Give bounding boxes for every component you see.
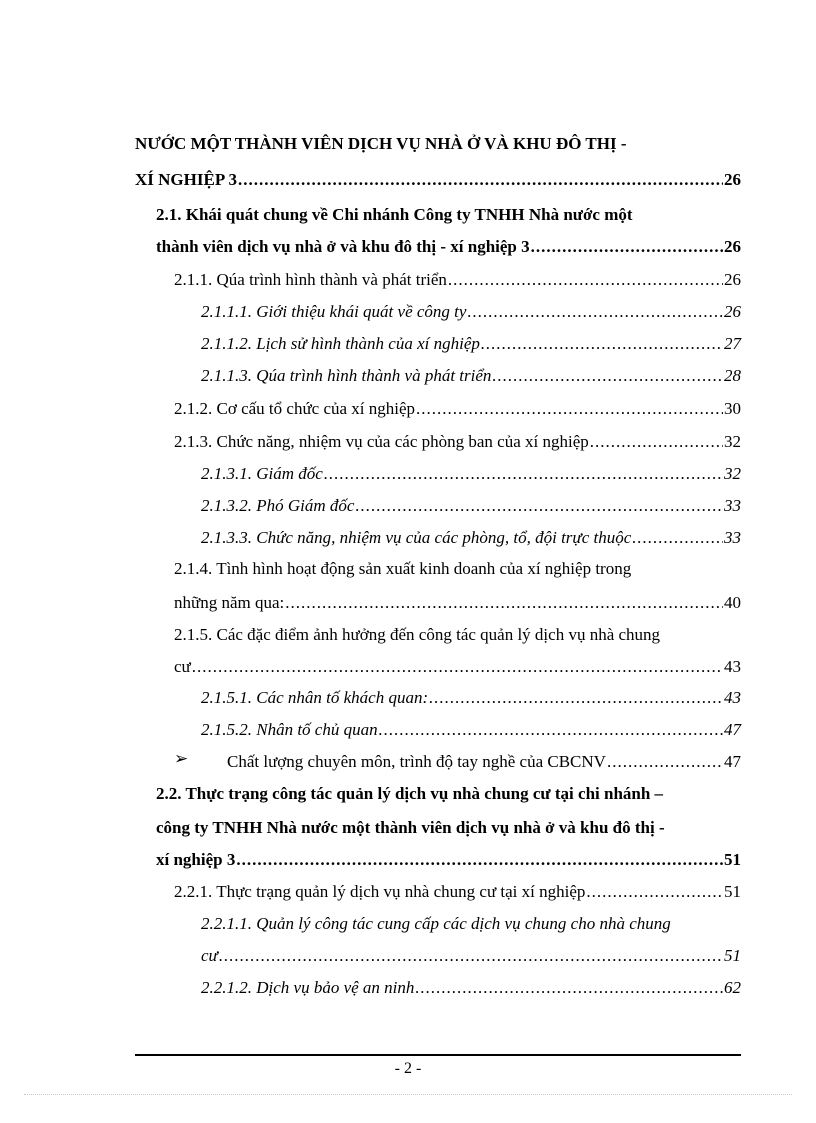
page-ref: 33 [724, 528, 741, 547]
dot-leader [586, 881, 723, 903]
page-ref: 32 [724, 464, 741, 483]
dot-leader [429, 687, 723, 709]
toc-chapter-continuation-line1: NƯỚC MỘT THÀNH VIÊN DỊCH VỤ NHÀ Ở VÀ KHU ĐÔ THỊ - [135, 134, 627, 153]
dot-leader [324, 463, 723, 485]
toc-entry-2-1-3[interactable]: 2.1.3. Chức năng, nhiệm vụ của các phòng ban của xí nghiệp ..... 32 [174, 431, 741, 453]
toc-entry-2-2-1-2[interactable]: 2.2.1.2. Dịch vụ bảo vệ an ninh ..... 62 [201, 977, 741, 999]
page-ref: 27 [724, 334, 741, 353]
page-ref: 40 [724, 593, 741, 612]
toc-entry-2-1-5-line1: 2.1.5. Các đặc điểm ảnh hưởng đến công tác quản lý dịch vụ nhà chung [174, 625, 661, 644]
dot-leader [467, 301, 723, 323]
toc-chapter-continuation-line2[interactable]: XÍ NGHIỆP 3 ..... 26 [135, 169, 741, 191]
toc-entry-2-1-4-line1: 2.1.4. Tình hình hoạt động sản xuất kinh doanh của xí nghiệp trong [174, 559, 632, 578]
dot-leader [590, 431, 723, 453]
dot-leader [632, 527, 723, 549]
toc-entry-bullet[interactable]: Chất lượng chuyên môn, trình độ tay nghề của CBCNV ..... 47 [227, 751, 741, 773]
toc-entry-2-2-1-1-line1: 2.2.1.1. Quản lý công tác cung cấp các dịch vụ chung cho nhà chung [201, 914, 671, 933]
dot-leader [415, 977, 723, 999]
toc-entry-2-1-1-3[interactable]: 2.1.1.3. Qúa trình hình thành và phát triển ..... 28 [201, 365, 741, 387]
toc-entry-2-1-line2[interactable]: thành viên dịch vụ nhà ở và khu đô thị - xí nghiệp 3 ..... 26 [156, 236, 741, 258]
dot-leader [285, 592, 723, 614]
page-ref: 47 [724, 720, 741, 739]
page-ref: 32 [724, 432, 741, 451]
footer-divider [135, 1054, 741, 1056]
dot-leader [379, 719, 723, 741]
page-number: - 2 - [394, 1060, 422, 1077]
dot-leader [219, 945, 723, 967]
page-ref: 26 [724, 270, 741, 289]
toc-entry-2-1-line1: 2.1. Khái quát chung về Chi nhánh Công ty TNHH Nhà nước một [156, 205, 633, 224]
toc-entry-2-1-5-line2[interactable]: cư ..... 43 [174, 656, 741, 678]
dot-leader [236, 849, 723, 871]
toc-entry-2-1-1[interactable]: 2.1.1. Qúa trình hình thành và phát triển ..... 26 [174, 269, 741, 291]
arrow-bullet-icon: ➢ [174, 749, 189, 769]
toc-entry-2-1-3-1[interactable]: 2.1.3.1. Giám đốc ..... 32 [201, 463, 741, 485]
toc-entry-2-1-3-3[interactable]: 2.1.3.3. Chức năng, nhiệm vụ của các phòng, tổ, đội trực thuộc ..... 33 [201, 527, 741, 549]
toc-entry-2-1-4-line2[interactable]: những năm qua: ..... 40 [174, 592, 741, 614]
toc-entry-2-2-1[interactable]: 2.2.1. Thực trạng quản lý dịch vụ nhà chung cư tại xí nghiệp ..... 51 [174, 881, 741, 903]
dot-leader [607, 751, 723, 773]
page-ref: 26 [724, 302, 741, 321]
dot-leader [238, 169, 723, 191]
toc-entry-2-1-1-1[interactable]: 2.1.1.1. Giới thiệu khái quát về công ty ..... 26 [201, 301, 741, 323]
page-ref: 30 [724, 399, 741, 418]
toc-entry-2-1-3-2[interactable]: 2.1.3.2. Phó Giám đốc ..... 33 [201, 495, 741, 517]
toc-entry-2-2-line1: 2.2. Thực trạng công tác quản lý dịch vụ nhà chung cư tại chi nhánh – [156, 784, 664, 803]
page-ref: 28 [724, 366, 741, 385]
dot-leader [492, 365, 723, 387]
toc-entry-2-1-5-1[interactable]: 2.1.5.1. Các nhân tố khách quan: ..... 43 [201, 687, 741, 709]
page-ref: 47 [724, 752, 741, 771]
page-edge-guide [24, 1094, 792, 1095]
page-ref: 51 [724, 850, 741, 869]
page-ref: 51 [724, 946, 741, 965]
toc-entry-2-2-line2: công ty TNHH Nhà nước một thành viên dịch vụ nhà ở và khu đô thị - [156, 818, 665, 837]
dot-leader [481, 333, 723, 355]
toc-entry-2-2-line3[interactable]: xí nghiệp 3 ..... 51 [156, 849, 741, 871]
dot-leader [416, 398, 723, 420]
page-ref: 26 [724, 237, 741, 256]
toc-entry-2-1-5-2[interactable]: 2.1.5.2. Nhân tố chủ quan ..... 47 [201, 719, 741, 741]
page-ref: 43 [724, 657, 741, 676]
dot-leader [355, 495, 723, 517]
dot-leader [448, 269, 723, 291]
page-ref: 51 [724, 882, 741, 901]
page-ref: 26 [724, 170, 741, 189]
page-ref: 43 [724, 688, 741, 707]
dot-leader [192, 656, 723, 678]
dot-leader [531, 236, 723, 258]
page-ref: 62 [724, 978, 741, 997]
toc-entry-2-2-1-1-line2[interactable]: cư ..... 51 [201, 945, 741, 967]
page-ref: 33 [724, 496, 741, 515]
toc-entry-2-1-2[interactable]: 2.1.2. Cơ cấu tổ chức của xí nghiệp ..... 30 [174, 398, 741, 420]
toc-entry-2-1-1-2[interactable]: 2.1.1.2. Lịch sử hình thành của xí nghiệp ..... 27 [201, 333, 741, 355]
